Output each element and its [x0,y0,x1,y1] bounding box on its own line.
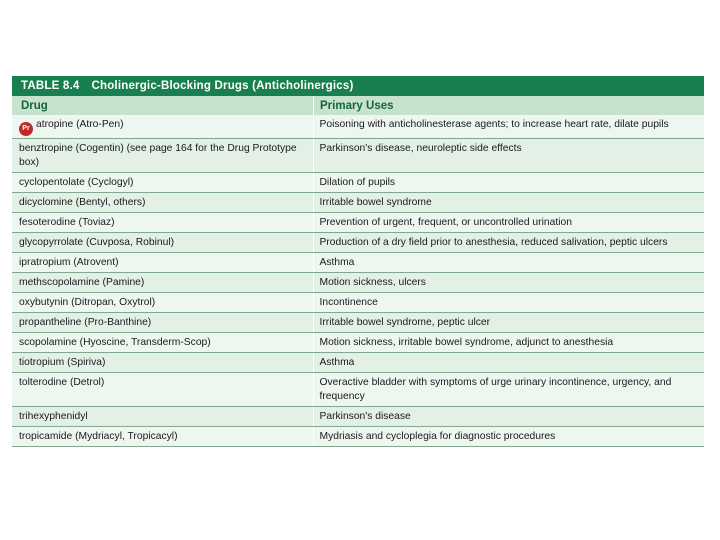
drug-table-body [12,115,704,447]
table-row [12,253,704,273]
drug-cell [12,193,313,213]
table-row [12,213,704,233]
drug-name: benztropine (Cogentin) (see page 164 for the Drug Prototype box) [19,143,297,168]
drug-name: oxybutynin (Ditropan, Oxytrol) [19,297,156,308]
primary-uses-cell: Poisoning with anticholinesterase agents; to increase heart rate, dilate pupils [313,115,704,139]
primary-uses-cell: Irritable bowel syndrome, peptic ulcer [313,313,704,333]
drug-cell [12,173,313,193]
primary-uses-cell: Motion sickness, irritable bowel syndrome, adjunct to anesthesia [313,333,704,353]
drug-name: dicyclomine (Bentyl, others) [19,197,146,208]
primary-uses-cell: Dilation of pupils [313,173,704,193]
primary-uses-cell: Irritable bowel syndrome [313,193,704,213]
table-row [12,293,704,313]
primary-uses-cell: Production of a dry field prior to anesthesia, reduced salivation, peptic ulcers [313,233,704,253]
drug-name: atropine (Atro-Pen) [36,119,124,130]
table-row [12,273,704,293]
table-row [12,193,704,213]
drug-cell [12,139,313,173]
drug-cell [12,115,313,139]
drug-name: methscopolamine (Pamine) [19,277,145,288]
drug-cell [12,213,313,233]
drug-name: propantheline (Pro-Banthine) [19,317,152,328]
table-row [12,353,704,373]
primary-uses-cell: Prevention of urgent, frequent, or uncontrolled urination [313,213,704,233]
drug-cell [12,313,313,333]
primary-uses-cell: Parkinson's disease [313,407,704,427]
primary-uses-cell: Incontinence [313,293,704,313]
primary-uses-cell: Asthma [313,353,704,373]
table-row [12,115,704,139]
table-row [12,173,704,193]
table-row [12,407,704,427]
primary-uses-cell: Motion sickness, ulcers [313,273,704,293]
prototype-drug-icon: Pr [19,122,33,136]
drug-name: tropicamide (Mydriacyl, Tropicacyl) [19,431,178,442]
drug-table [12,76,704,447]
drug-name: glycopyrrolate (Cuvposa, Robinul) [19,237,175,248]
drug-cell [12,233,313,253]
table-row [12,333,704,353]
primary-uses-cell: Overactive bladder with symptoms of urge urinary incontinence, urgency, and frequency [313,373,704,407]
column-header-drug: Drug [21,99,48,112]
table-row [12,427,704,447]
table-title: Cholinergic-Blocking Drugs (Anticholinergics) [91,80,354,92]
drug-cell [12,373,313,407]
drug-cell [12,407,313,427]
drug-name: tolterodine (Detrol) [19,377,105,388]
drug-name: fesoterodine (Toviaz) [19,217,115,228]
drug-cell [12,427,313,447]
table-row [12,139,704,173]
drug-name: cyclopentolate (Cyclogyl) [19,177,134,188]
drug-name: ipratropium (Atrovent) [19,257,119,268]
drug-name: trihexyphenidyl [19,411,88,422]
primary-uses-cell: Mydriasis and cycloplegia for diagnostic procedures [313,427,704,447]
drug-cell [12,353,313,373]
drug-cell [12,253,313,273]
drug-cell [12,293,313,313]
column-header-primary-uses: Primary Uses [313,96,704,115]
drug-cell [12,333,313,353]
primary-uses-cell: Asthma [313,253,704,273]
table-header-row [12,96,704,115]
table-row [12,313,704,333]
table-row [12,233,704,253]
drug-cell [12,273,313,293]
table-row [12,373,704,407]
drug-name: scopolamine (Hyoscine, Transderm-Scop) [19,337,211,348]
table-title-bar [12,76,704,96]
table-label: TABLE 8.4 [21,80,80,92]
drug-name: tiotropium (Spiriva) [19,357,106,368]
primary-uses-cell: Parkinson's disease, neuroleptic side effects [313,139,704,173]
